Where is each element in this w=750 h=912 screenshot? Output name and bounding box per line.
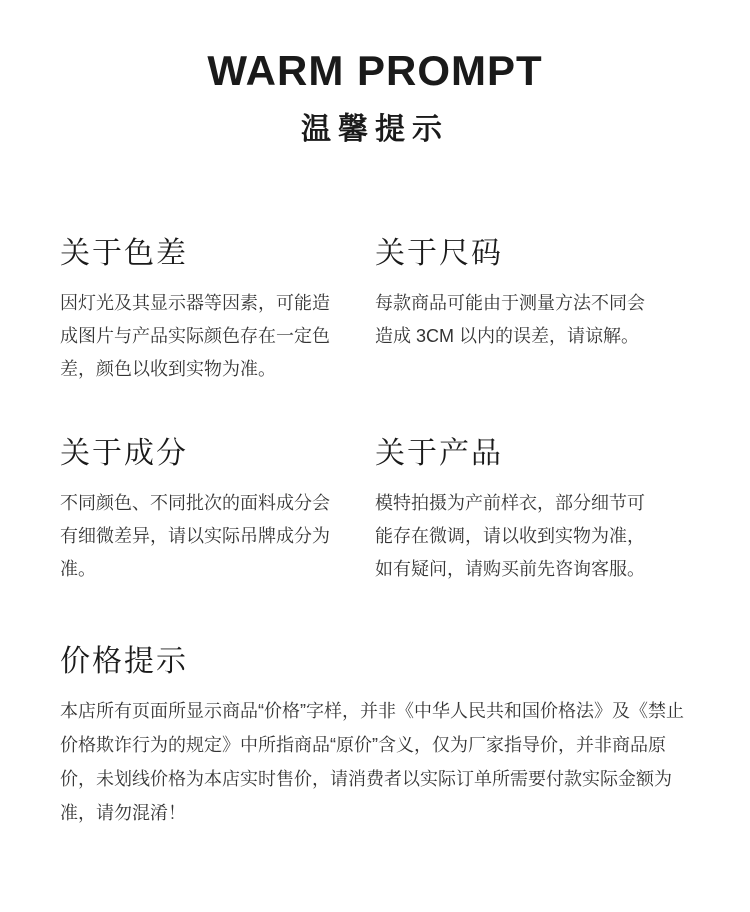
section-title-size: 关于尺码 [375,237,503,270]
section-body-composition: 不同颜色、不同批次的面料成分会有细微差异，请以实际吊牌成分为准。 [60,493,330,579]
section-title-product: 关于产品 [375,437,503,470]
page-title-english: WARM PROMPT [207,47,543,94]
section-title-price-notice: 价格提示 [60,645,188,678]
section-body-color-difference: 因灯光及其显示器等因素，可能造成图片与产品实际颜色存在一定色差，颜色以收到实物为准。 [60,293,330,379]
section-size [375,236,690,386]
section-body-price-notice: 本店所有页面所显示商品“价格”字样，并非《中华人民共和国价格法》及《禁止价格欺诈行为的规定》中所指商品“原价”含义，仅为厂家指导价，并非商品原价，未划线价格为本店实时售价，请消费者以实际订单所需要付款实际金额为准，请勿混淆！ [60,701,684,823]
section-product [375,436,690,586]
page-title-chinese: 温馨提示 [301,113,449,146]
page-header [0,0,750,148]
section-composition [60,436,375,586]
notice-grid [0,236,750,586]
section-color-difference [60,236,375,386]
section-title-color-difference: 关于色差 [60,237,188,270]
section-price-notice [0,644,750,830]
section-title-composition: 关于成分 [60,437,188,470]
section-body-product: 模特拍摄为产前样衣，部分细节可能存在微调，请以收到实物为准，如有疑问，请购买前先咨询客服。 [375,493,645,579]
section-body-size: 每款商品可能由于测量方法不同会造成 3CM 以内的误差，请谅解。 [375,293,645,346]
